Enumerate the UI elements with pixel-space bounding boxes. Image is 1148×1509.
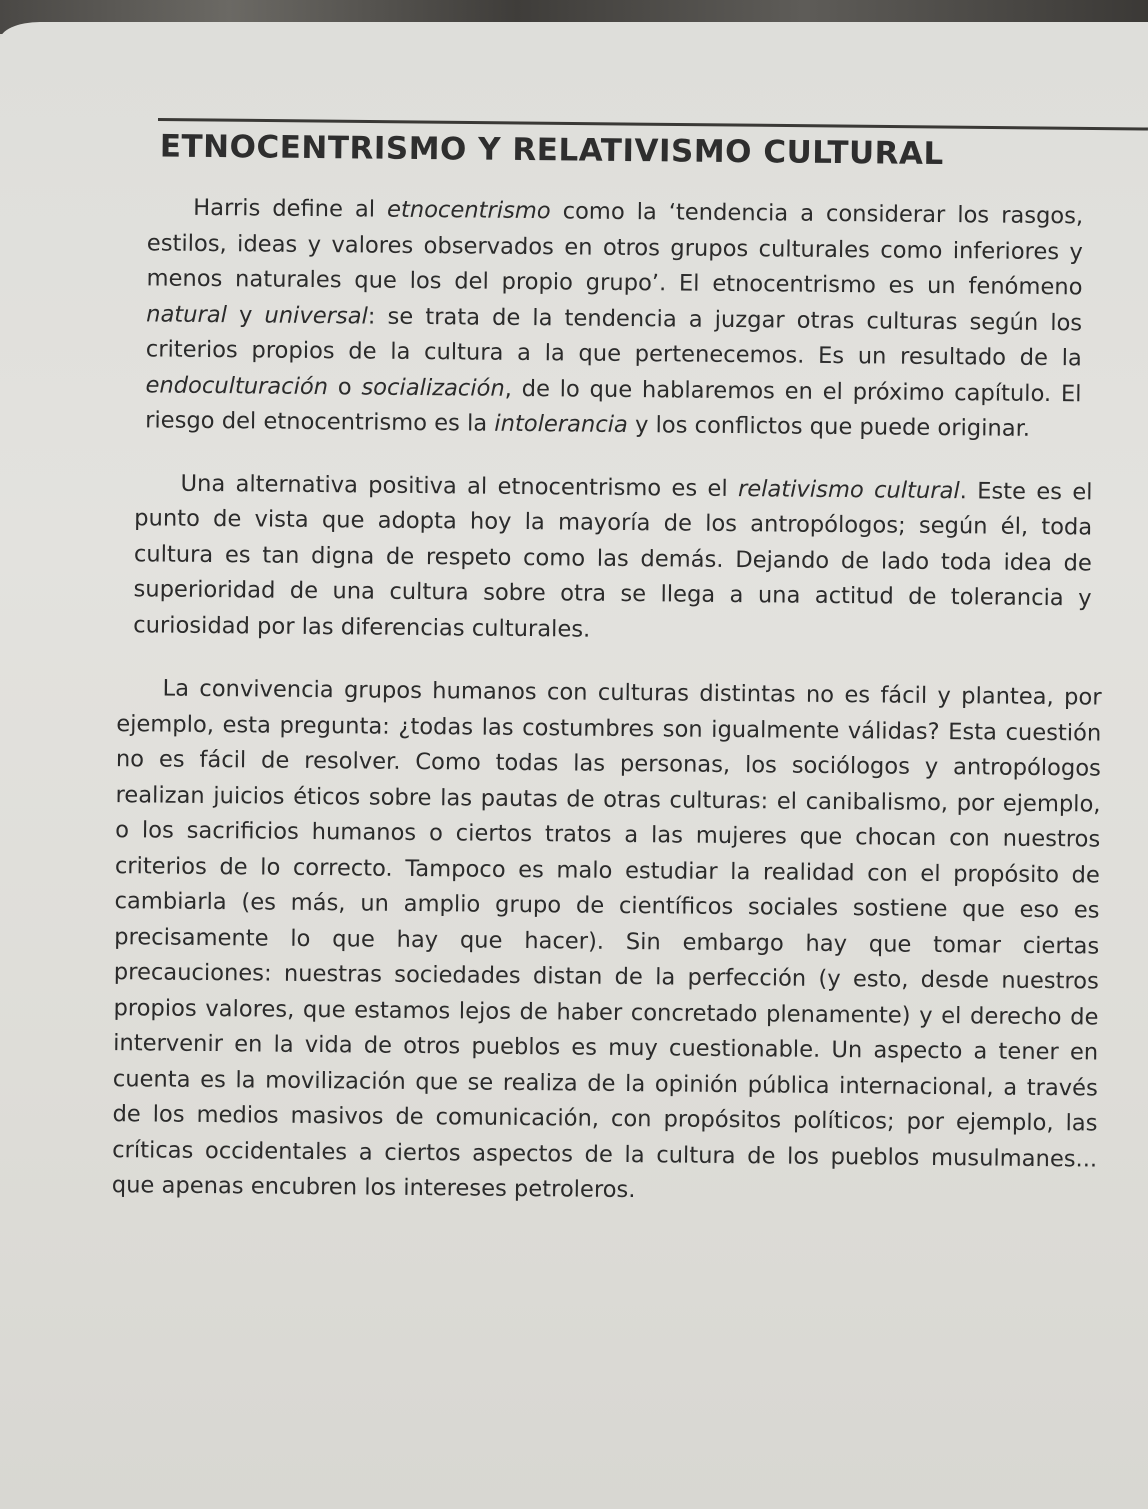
italic-term: intolerancia xyxy=(494,410,628,439)
italic-term: endoculturación xyxy=(145,371,329,400)
italic-term: universal xyxy=(264,302,368,330)
italic-term: etnocentrismo xyxy=(386,196,551,225)
italic-term: natural xyxy=(146,300,228,328)
paragraph-convivencia: La convivencia grupos humanos con culturas distintas no es fácil y plantea, por ejemplo, esta pregunta: ¿todas las costumbres son igualmente válidas? Esta cuestión no es fácil de resolver. Como todas las personas, los sociólogos y antropólogos realizan juicios éticos sobre las pautas de otras culturas: el canibalismo, por ejemplo, o los sacrificios humanos o ciertos tratos a las mujeres que chocan con nuestros criterios de lo correcto. Tampoco es malo estudiar la realidad con el propósito de cambiarla (es más, un amplio grupo de científicos sociales sostiene que eso es precisamente lo que hay que hacer). Sin embargo hay que tomar ciertas precauciones: nuestras sociedades distan de la perfección (y esto, desde nuestros propios valores, que estamos lejos de haber concretado plenamente) y el derecho de intervenir en la vida de otros pueblos es muy cuestionable. Un aspecto a tener en cuenta es la movilización que se realiza de la opinión pública internacional, a través de los medios masivos de comunicación, con propósitos políticos; por ejemplo, las críticas occidentales a ciertos aspectos de la cultura de los pueblos musulmanes... que apenas encubren los intereses petroleros. xyxy=(111,675,1102,1204)
text-run: y los conflictos que puede originar. xyxy=(627,412,1031,442)
paragraph-etnocentrismo xyxy=(145,190,1083,447)
text-run: y xyxy=(226,301,265,329)
section-title: ETNOCENTRISMO Y RELATIVISMO CULTURAL xyxy=(159,128,944,173)
text-run: Una alternativa positiva al etnocentrismo es el xyxy=(180,470,739,502)
text-run: : se trata de la tendencia a juzgar otras culturas según los criterios propios de la cultura a la que pertenecemos. Es un resultado de la xyxy=(145,303,1083,372)
paragraph-relativismo xyxy=(133,466,1093,653)
text-run: o xyxy=(327,373,362,400)
text-run: , de lo que hablaremos en el próximo capítulo. El riesgo del etnocentrismo es la xyxy=(145,375,1082,437)
italic-term: relativismo cultural xyxy=(737,475,960,504)
italic-term: socialización xyxy=(361,373,505,402)
text-run: como la ‘tendencia a considerar los rasgos, estilos, ideas y valores observados en otros grupos culturales como inferiores y menos naturales que los del propio grupo’. El etnocentrismo es un fenómeno xyxy=(146,198,1084,301)
text-run: . Este es el punto de vista que adopta hoy la mayoría de los antropólogos; según él, toda cultura es tan digna de respeto como las demás. Dejando de lado toda idea de superioridad de una cultura sobre otra se llega a una actitud de tolerancia y curiosidad por las diferencias culturales. xyxy=(133,477,1093,643)
text-run: Harris define al xyxy=(193,194,388,223)
page-content xyxy=(98,126,1108,1213)
